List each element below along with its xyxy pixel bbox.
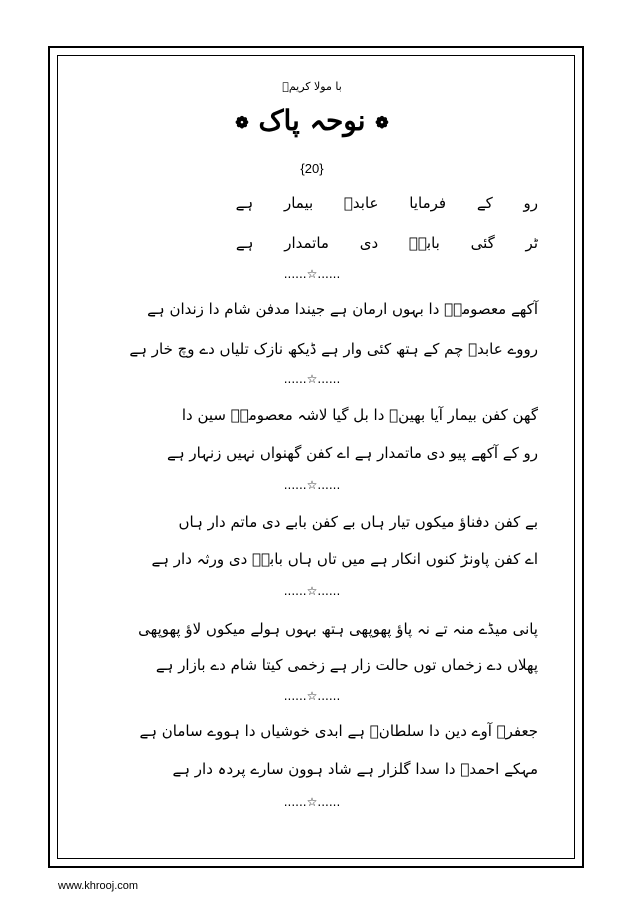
stanza-5-line-2: مہکے احمدؑ دا سدا گلزار ہے شاد ہوون سارے پردہ دار ہے [172,760,538,778]
separator: ......☆...... [283,372,341,386]
stanza-3-line-1: بے کفن دفناؤ میکوں تیار ہاں بے کفن بابے دی ماتم دار ہاں [178,513,538,531]
separator: ......☆...... [283,689,341,703]
stanza-3-line-2: اے کفن پاونڑ کنوں انکار ہے میں تاں ہاں بابےؑ دی ورثہ دار ہے [151,550,538,568]
page-title [0,104,624,137]
stanza-2-line-2: رو کے آکھے پیو دی ماتمدار ہے اے کفن گھنواں نہیں زنہار ہے [167,444,538,462]
refrain-line-1: رو کے فرمایا عابدؑ بیمار ہے [235,194,538,212]
stanza-4-line-1: پانی میڈے منہ تے نہ پاؤ پھوپھی ہتھ بہوں ہولے میکوں لاؤ پھوپھی [138,620,538,638]
flower-ornament-icon: ❁ [235,113,249,132]
stanza-4-line-2: پھلاں دے زخماں توں حالت زار ہے زخمی کیتا شام دے بازار ہے [155,656,538,674]
refrain-line-2: ٹر گئی بابےؑ دی ماتمدار ہے [235,234,538,252]
stanza-1-line-2: رووے عابدؑ چم کے ہتھ کئی وار ہے ڈیکھ نازک تلیاں دے وچ خار ہے [129,340,538,358]
separator: ......☆...... [283,478,341,492]
blessing-line: با مولا کریمؑ [282,80,342,93]
separator: ......☆...... [283,584,341,598]
separator: ......☆...... [283,267,341,281]
footer-url[interactable]: www.khrooj.com [58,880,139,892]
stanza-1-line-1: آکھے معصومہؑ دا بہوں ارمان ہے جیندا مدفن شام دا زندان ہے [147,300,538,318]
stanza-2-line-1: گھن کفن بیمار آیا بھینؑ دا بل گیا لاشہ معصومہؑ سین دا [181,406,538,424]
stanza-5-line-1: جعفرؑ آوے دین دا سلطانؑ ہے ابدی خوشیاں دا ہووے سامان ہے [139,722,538,740]
separator: ......☆...... [283,795,341,809]
title-text: نوحہ پاک [258,104,366,137]
flower-ornament-icon: ❁ [375,113,389,132]
noha-number: {20} [300,161,324,176]
